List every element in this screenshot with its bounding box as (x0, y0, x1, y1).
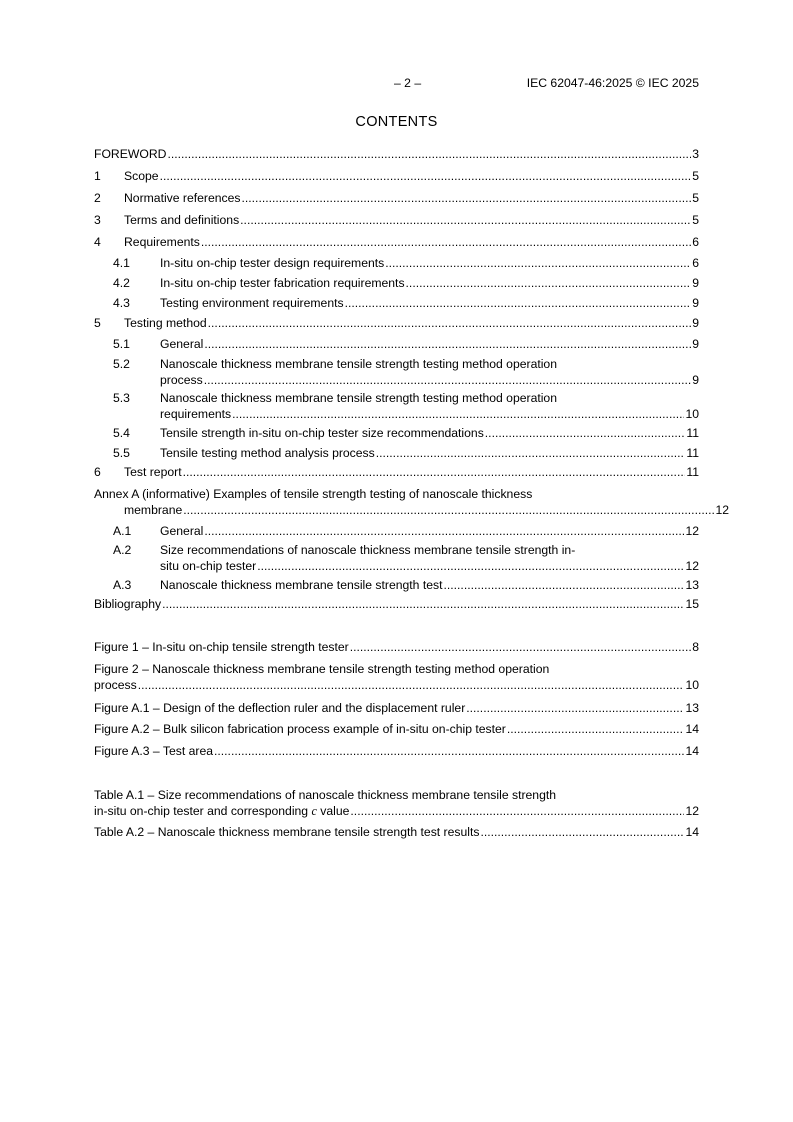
entry-title (94, 743, 213, 759)
entry-title-text: Figure A.2 – Bulk silicon fabrication process example of in-situ on-chip tester (94, 722, 506, 736)
page-ref: 14 (685, 722, 699, 736)
entry-title-text: situ on-chip tester (160, 559, 257, 573)
entry-number: 2 (94, 191, 101, 205)
dot-leader (385, 255, 691, 271)
entry-title-line: Figure 2 – Nanoscale thickness membrane tensile strength testing method operation (94, 662, 550, 676)
entry-title (94, 639, 349, 655)
page-ref: 9 (692, 316, 699, 330)
figure-entry[interactable] (94, 700, 699, 716)
page-header (94, 76, 699, 92)
page-ref: 9 (692, 337, 699, 351)
entry-title-text: Nanoscale thickness membrane tensile strength test (160, 578, 443, 592)
entry-number: 5.1 (113, 337, 130, 351)
entry-title (124, 212, 239, 228)
figure-entry[interactable] (94, 743, 699, 759)
entry-number: 5.5 (113, 446, 130, 460)
page-title: CONTENTS (355, 114, 438, 130)
entry-title (124, 464, 182, 480)
entry-title (94, 596, 161, 612)
page-ref: 15 (685, 597, 699, 611)
page-ref: 5 (692, 169, 699, 183)
toc-entry[interactable] (94, 542, 699, 574)
page-ref: 12 (685, 804, 699, 818)
toc-entry[interactable] (94, 596, 699, 612)
table-entry[interactable] (94, 824, 699, 840)
figure-entry[interactable] (94, 639, 699, 655)
dot-leader (350, 639, 692, 655)
entry-title (160, 523, 203, 539)
entry-title (160, 406, 231, 422)
dot-leader (485, 425, 686, 441)
toc-entry[interactable] (94, 445, 699, 461)
dot-leader (214, 743, 684, 759)
entry-title (124, 168, 159, 184)
toc-entry[interactable] (94, 275, 699, 291)
dot-leader (183, 502, 714, 518)
page-ref: 14 (685, 825, 699, 839)
dot-leader (204, 372, 692, 388)
dot-leader (167, 146, 691, 162)
entry-number: A.2 (113, 543, 132, 557)
entry-title (124, 190, 241, 206)
page-ref: 9 (692, 276, 699, 290)
dot-leader (376, 445, 686, 461)
dot-leader (257, 558, 684, 574)
entry-title (160, 445, 375, 461)
entry-title-text: FOREWORD (94, 147, 167, 161)
page-ref: 3 (692, 147, 699, 161)
entry-title (160, 372, 203, 388)
page-ref: 9 (692, 296, 699, 310)
entry-number: 5 (94, 316, 101, 330)
dot-leader (201, 234, 691, 250)
dot-leader (204, 336, 691, 352)
entry-number: 5.3 (113, 391, 130, 405)
toc-entry[interactable] (94, 356, 699, 388)
page-number: – 2 – (394, 76, 422, 90)
entry-title-text: Figure A.3 – Test area (94, 744, 214, 758)
dot-leader (242, 190, 692, 206)
entry-title-text: Tensile testing method analysis process (160, 446, 375, 460)
entry-number: A.1 (113, 524, 132, 538)
entry-number: 4.2 (113, 276, 130, 290)
entry-title-text: General (160, 337, 204, 351)
entry-title-line: Nanoscale thickness membrane tensile strength testing method operation (160, 391, 557, 405)
entry-number: 5.4 (113, 426, 130, 440)
toc-entry[interactable] (94, 336, 699, 352)
page-ref: 11 (686, 426, 699, 440)
dot-leader (480, 824, 684, 840)
dot-leader (208, 315, 692, 331)
entry-title-text: Requirements (124, 235, 200, 249)
entry-title-text: Terms and definitions (124, 213, 240, 227)
toc-entry[interactable] (94, 577, 699, 593)
entry-title (160, 425, 484, 441)
entry-title (160, 336, 203, 352)
toc-entry[interactable] (94, 168, 699, 184)
toc-entry[interactable] (94, 255, 699, 271)
toc-entry[interactable] (94, 425, 699, 441)
dot-leader (232, 406, 684, 422)
page-ref: 13 (685, 578, 699, 592)
entry-number: 4.3 (113, 296, 130, 310)
dot-leader (240, 212, 691, 228)
figure-entry[interactable] (94, 721, 699, 737)
entry-title-line: Table A.1 – Size recommendations of nanoscale thickness membrane tensile strength (94, 788, 557, 802)
page-ref: 13 (685, 701, 699, 715)
entry-title (94, 700, 465, 716)
dot-leader (345, 295, 692, 311)
entry-title-text: membrane (124, 503, 183, 517)
entry-title-text: Figure 1 – In-situ on-chip tensile strength tester (94, 640, 349, 654)
entry-title-text: in-situ on-chip tester and corresponding (94, 804, 312, 818)
entry-title-text: Testing method (124, 316, 207, 330)
entry-title-text: Bibliography (94, 597, 162, 611)
toc-entry[interactable] (94, 234, 699, 250)
entry-title-text: Test report (124, 465, 182, 479)
dot-leader (466, 700, 684, 716)
dot-leader (204, 523, 684, 539)
entry-title-text: value (316, 804, 350, 818)
entry-title-text: Scope (124, 169, 159, 183)
page-ref: 10 (685, 407, 699, 421)
entry-number: 3 (94, 213, 101, 227)
entry-title-line: Size recommendations of nanoscale thickness membrane tensile strength in- (160, 543, 576, 557)
page-ref: 12 (685, 559, 699, 573)
variable-c: c (311, 804, 317, 818)
entry-title-text: Table A.2 – Nanoscale thickness membrane tensile strength test results (94, 825, 480, 839)
page-ref: 12 (715, 503, 729, 517)
entry-title (94, 721, 506, 737)
entry-title (160, 558, 256, 574)
page-ref: 9 (692, 373, 699, 387)
entry-title-text: Figure A.1 – Design of the deflection ruler and the displacement ruler (94, 701, 466, 715)
entry-title (160, 577, 443, 593)
toc-entry[interactable] (94, 295, 699, 311)
entry-title-text: In-situ on-chip tester fabrication requirements (160, 276, 405, 290)
entry-number: 6 (94, 465, 101, 479)
standard-reference: IEC 62047-46:2025 © IEC 2025 (526, 76, 699, 90)
entry-number: 1 (94, 169, 101, 183)
entry-title (124, 234, 200, 250)
page-ref: 6 (692, 256, 699, 270)
page-ref: 8 (692, 640, 699, 654)
entry-number: 4.1 (113, 256, 130, 270)
dot-leader (162, 596, 684, 612)
page-ref: 5 (692, 213, 699, 227)
toc-entry[interactable] (94, 390, 699, 422)
entry-title-text: In-situ on-chip tester design requirements (160, 256, 385, 270)
entry-title-text: process (94, 678, 137, 692)
entry-title (160, 255, 384, 271)
dot-leader (350, 803, 684, 819)
figure-entry[interactable] (94, 661, 699, 693)
page-ref: 11 (686, 446, 699, 460)
entry-title-text: requirements (160, 407, 232, 421)
table-entry[interactable] (94, 787, 699, 819)
toc-entry[interactable] (94, 146, 699, 162)
page-ref: 5 (692, 191, 699, 205)
page-ref: 6 (692, 235, 699, 249)
dot-leader (406, 275, 692, 291)
toc-entry[interactable] (94, 315, 699, 331)
page-ref: 14 (685, 744, 699, 758)
entry-title (124, 315, 207, 331)
entry-title (94, 677, 137, 693)
entry-title-text: process (160, 373, 203, 387)
entry-title (124, 502, 182, 518)
entry-title-line: Annex A (informative) Examples of tensile strength testing of nanoscale thickness (94, 487, 533, 501)
dot-leader (507, 721, 685, 737)
toc-entry[interactable] (94, 212, 699, 228)
toc-entry[interactable] (94, 523, 699, 539)
entry-title (94, 146, 166, 162)
dot-leader (160, 168, 692, 184)
entry-title-text: Testing environment requirements (160, 296, 344, 310)
page-ref: 12 (685, 524, 699, 538)
entry-title-line: Nanoscale thickness membrane tensile strength testing method operation (160, 357, 557, 371)
dot-leader (138, 677, 685, 693)
entry-title-text: General (160, 524, 204, 538)
entry-title (160, 275, 405, 291)
entry-title (94, 824, 479, 840)
toc-entry[interactable] (94, 464, 699, 480)
page-ref: 11 (686, 465, 699, 479)
dot-leader (183, 464, 686, 480)
entry-title (160, 295, 344, 311)
entry-number: 4 (94, 235, 101, 249)
page-ref: 10 (685, 678, 699, 692)
entry-title-text: Tensile strength in-situ on-chip tester size recommendations (160, 426, 484, 440)
entry-number: A.3 (113, 578, 132, 592)
toc-entry[interactable] (94, 190, 699, 206)
dot-leader (444, 577, 685, 593)
entry-title (94, 803, 349, 819)
toc-entry[interactable] (94, 486, 729, 518)
entry-number: 5.2 (113, 357, 130, 371)
entry-title-text: Normative references (124, 191, 241, 205)
